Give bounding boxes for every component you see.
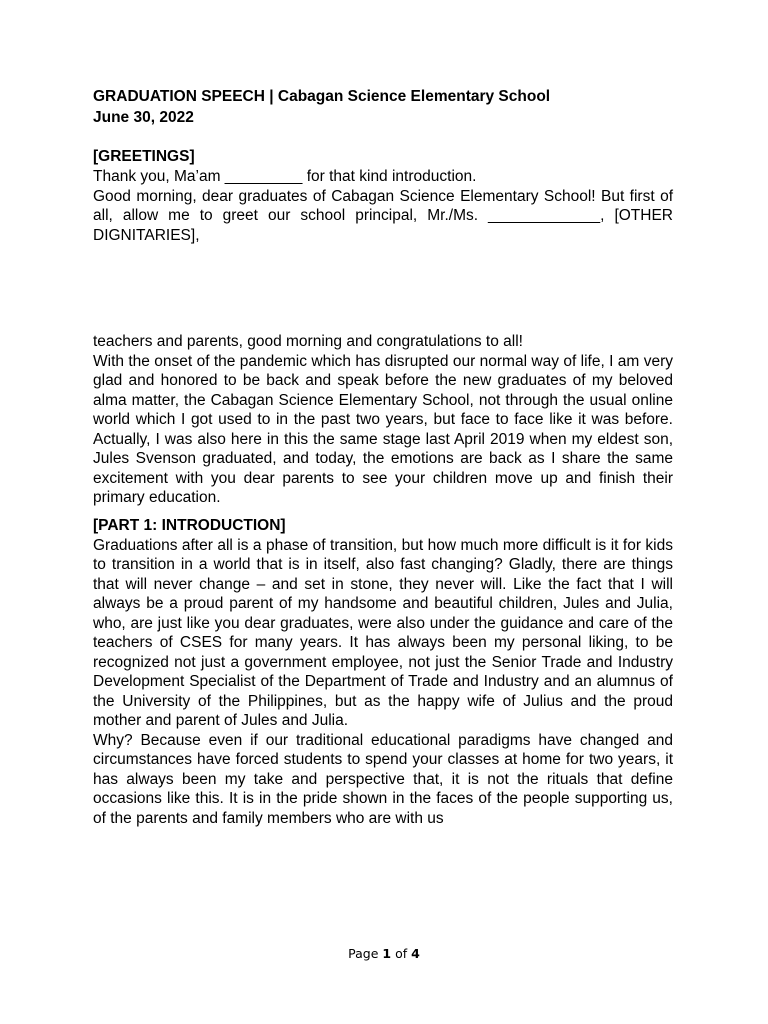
footer-of-word: of [395, 946, 408, 961]
footer-total-pages: 4 [411, 946, 420, 961]
paragraph-pandemic: With the onset of the pandemic which has disrupted our normal way of life, I am very glad and honored to be back and speak before the new graduates of my beloved alma matter, the Cabagan Science Elementary School, not through the usual online world which I got used to in the past two years, but face to face like it was before. Actually, I was also here in this the same stage last April 2019 when my eldest son, Jules Svenson graduated, and today, the emotions are back as I share the same excitement with you dear parents to see your children move up and finish their primary education. [93, 352, 673, 506]
footer-current-page: 1 [382, 946, 392, 961]
document-body [93, 86, 673, 828]
footer-page-word: Page [348, 946, 379, 961]
part1-heading: [PART 1: INTRODUCTION] [93, 516, 286, 534]
paragraph-good-morning: Good morning, dear graduates of Cabagan Science Elementary School! But first of all, allow me to greet our school principal, Mr./Ms. _____________, [OTHER DIGNITARIES], [93, 187, 673, 244]
document-date: June 30, 2022 [93, 109, 194, 126]
paragraph-teachers: teachers and parents, good morning and congratulations to all! [93, 333, 523, 350]
blank-gap [93, 245, 673, 332]
document-title: GRADUATION SPEECH | Cabagan Science Elementary School [93, 88, 551, 105]
page-footer [0, 946, 768, 961]
paragraph-why: Why? Because even if our traditional educational paradigms have changed and circumstances have forced students to spend your classes at home for two years, it has always been my take and perspective that, it is not the rituals that define occasions like this. It is in the pride shown in the faces of the people supporting us, of the parents and family members who are with us [93, 731, 673, 827]
paragraph-graduations: Graduations after all is a phase of transition, but how much more difficult is it for kids to transition in a world that is in itself, also fast changing? Gladly, there are things that will never change – and set in stone, they never will. Like the fact that I will always be a proud parent of my handsome and beautiful children, Jules and Julia, who, are just like you dear graduates, were also under the guidance and care of the teachers of CSES for many years. It has always been my personal liking, to be recognized not just a government employee, not just the Senior Trade and Industry Development Specialist of the Department of Trade and Industry and an alumnus of the University of the Philippines, but as the happy wife of Julius and the proud mother and parent of Jules and Julia. [93, 536, 673, 729]
greetings-heading: [GREETINGS] [93, 148, 195, 165]
paragraph-thanks: Thank you, Ma’am _________ for that kind introduction. [93, 168, 477, 185]
